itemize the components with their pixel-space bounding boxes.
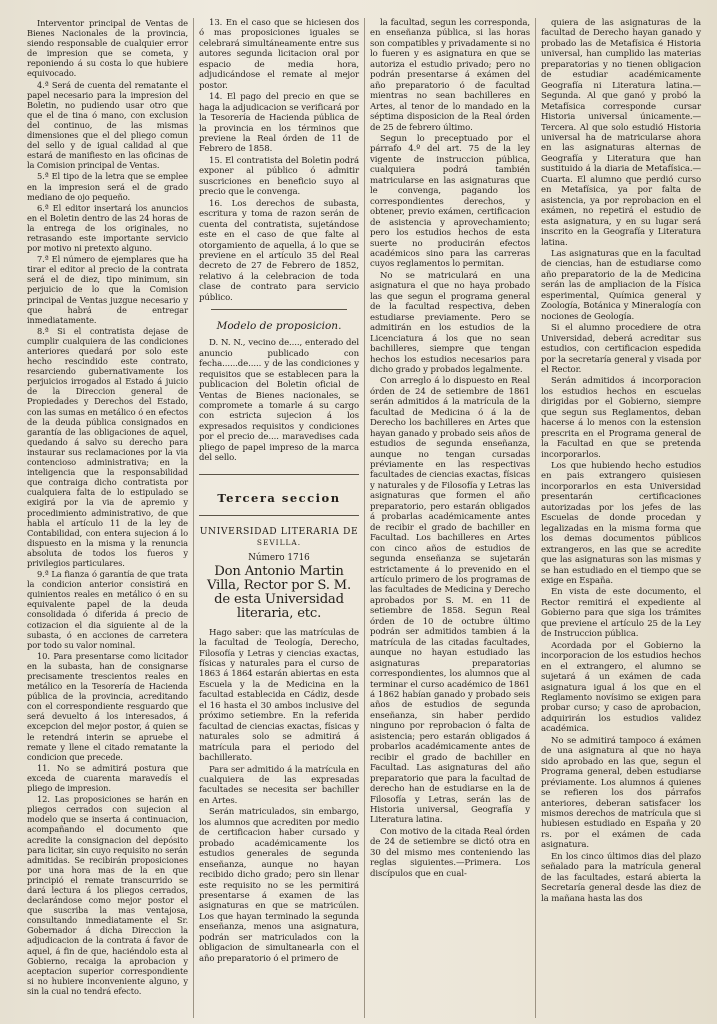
divider: [199, 474, 359, 475]
paragraph: 4.ª Será de cuenta del rematante el papel necesario para la impresion del Boletin, no pudiendo usar otro que que el de tina ó mano, con exclusion del continuo, de las mismas dimensiones que el del pliego comun del sello y de igual calidad al que estará de manifiesto en las oficinas de la Comision principal de Ventas.: [27, 79, 188, 171]
paragraph: 16. Los derechos de subasta, escritura y toma de razon serán de cuenta del contratista, sujetándose este en el caso de que falte al otorgamiento de aquella, á lo que se previene en el artículo 35 del Real decreto de 27 de Febrero de 1852, relativo á la celebracion de toda clase de contrato para servicio público.: [199, 198, 359, 303]
paragraph: Interventor principal de Ventas de Bienes Nacionales de la provincia, siendo responsable de cualquier error de impresion que se cometa, y reponiendo á su costa lo que hubiere equivocado.: [27, 18, 188, 79]
paragraph: 13. En el caso que se hiciesen dos ó mas proposiciones iguales se celebrará simultáneamente entre sus autores segunda licitacion oral por espacio de media hora, adjudicándose el remate al mejor postor.: [199, 18, 359, 91]
paragraph: No se matriculará en una asignatura el que no haya probado las que segun el programa general de la facultad respectiva, deben estudiarse previamente. Pero se admitirán en los estudios de la Licenciatura á los que no sean bachilleres, siempre que tengan hechos los estudios necesarios para dicho grado y probados legalmente.: [370, 270, 530, 375]
paragraph: En los cinco últimos dias del plazo señalado para la matrícula general de las facultades, estará abierta la Secretaría general desde las diez de la mañana hasta las dos: [541, 851, 701, 904]
paragraph: Serán admitidos á incorporacion los estudios hechos en escuelas dirigidas por el Gobierno, siempre que segun sus Reglamentos, deban hacerse á lo menos con la estension prescrita en el Programa general de la Facultad en que se pretenda incorporarlos.: [541, 376, 701, 460]
city-name: SEVILLA.: [256, 537, 302, 547]
paragraph: Hago saber: que las matrículas de la facultad de Teología, Derecho, Filosofía y Letras y ciencias exactas, físicas y naturales para el curso de 1863 á 1864 estarán abiertas en esta Escuela y la de Medicina en la facultad establecida en Cádiz, desde el 16 hasta el 30 ambos inclusive del próximo setiembre. En la referida facultad de ciencias exactas, físicas y naturales solo se admitirá á matrícula para el periodo del bachillerato.: [199, 627, 359, 764]
column-1: [22, 18, 193, 1018]
paragraph: la facultad, segun les corresponda, en enseñanza pública, si las horas son compatibles y privadamente si no lo fueren y es asignatura en que se autoriza el estudio privado; pero no podrán presentarse á exámen del año preparatorio ó de facultad mientras no sean bachilleres en Artes, al tenor de lo mandado en la séptima disposicion de la Real órden de 25 de febrero último.: [370, 18, 530, 133]
column-2: [193, 18, 364, 1018]
paragraph: 9.ª La fianza ó garantía de que trata la condicion anterior consistirá en quinientos reales en metálico ó en su equivalente papel de la deuda consolidada ó diferida á precio de cotizacion el dia siguiente al de la subasta, ó en acciones de carretera por todo su valor nominal.: [27, 569, 188, 650]
paragraph: Si el alumno procediere de otra Universidad, deberá acreditar sus estudios, con certificacion espedida por la secretaría general y visada por el Rector.: [541, 323, 701, 375]
paragraph: Las asignaturas que en la facultad de ciencias, han de estudiarse como año preparatorio de la de Medicina serán las de ampliacion de la Física esperimental, Química general y Zoología, Botánica y Mineralogía con nociones de Geología.: [541, 248, 701, 322]
paragraph: 10. Para presentarse como licitador en la subasta, han de consignarse precisamente trescientos reales en metálico en la Tesorería de Hacienda pública de la provincia, acreditando con el correspondiente resguardo que será devuelto á los interesados, á excepcion del mejor postor, á quien se le retendrá interin se apruebe el remate y llene el citado rematante la condicion que precede.: [27, 650, 188, 762]
column-4: [535, 18, 706, 1018]
paragraph: 14. El pago del precio en que se haga la adjudicacion se verificará por la Tesorería de Hacienda pública de la provincia en los términos que previene la Real órden de 11 de Febrero de 1858.: [199, 92, 359, 155]
announcement-body: [199, 628, 359, 965]
column-3: [364, 18, 535, 1018]
paragraph: 12. Las proposiciones se harán en pliegos cerrados con sujecion al modelo que se inserta á continuacion, acompañando el documento que acredite la consignacion del depósito para licitar, sin cuyo requisito no serán admitidas. Se recibirán proposiciones por una hora mas de la en que principió el remate transcurrido se dará lectura á los pliegos cerrados, declarándose como mejor postor el que suscriba la mas ventajosa, consultando inmediatamente el Sr. Gobernador á dicha Direccion la adjudicacion de la contrata á favor de aquel, á fin de que, haciéndolo esta al Gobierno, recaiga la aprobacion y aceptacion superior correspondiente si no hubiere inconveniente alguno, y sin la cual no tendrá efecto.: [27, 794, 188, 996]
paragraph: 11. No se admitirá postura que exceda de cuarenta maravedís el pliego de impresion.: [27, 762, 188, 794]
paragraph: En vista de este documento, el Rector remitirá el expediente al Gobierno para que siga los trámites que previene el artículo 25 de la Ley de Instruccion pública.: [541, 587, 701, 640]
divider: [211, 309, 347, 310]
divider: [199, 515, 359, 516]
university-title: UNIVERSIDAD LITERARIA DE: [199, 525, 359, 537]
paragraph: 8.ª Si el contratista dejase de cumplir cualquiera de las condiciones anteriores quedará por solo este hecho rescindido este contrato, resarciendo gubernativamente los perjuicios irrogados al Estado á juicio de la Direccion general de Propiedades y Derechos del Estado, con las sumas en metálico ó en efectos de la deuda pública consignados en garantía de las obligaciones de aquel, quedando á salvo su derecho para instaurar sus reclamaciones por la via contencioso administrativa; en la inteligencia que la responsabilidad que contraiga dicho contratista por cualquiera falta de lo estipulado se exigirá por la via de apremio y procedimiento administrativo, de que habla el artículo 11 de la ley de Contabilidad, con entera sujecion á lo dispuesto en la misma y la renuncia absoluta de todos los fueros y privilegios particulares.: [27, 325, 188, 568]
paragraph: Con motivo de la citada Real órden de 24 de setiembre se dictó otra en 30 del mismo mes conteniendo las reglas siguientes.—Primera. Los discípulos que en cual-: [370, 826, 530, 879]
paragraph: 7.ª El número de ejemplares que ha tirar el editor al precio de la contrata será el de diez, tipo minimum, sin perjuicio de lo que la Comision principal de Ventas juzgue necesario y que habrá de entregar inmediatamente.: [27, 254, 188, 325]
conditions-continued: [199, 18, 359, 303]
section-title: Tercera seccion: [217, 490, 341, 505]
paragraph: Con arreglo á lo dispuesto en Real órden de 24 de setiembre de 1861 serán admitidos á la matrícula de la facultad de Medicina ó á la de Derecho los bachilleres en Artes que hayan ganado y probado seis años de estudios de segunda enseñanza, aunque no tengan cursadas préviamente en las respectivas facultades de ciencias exactas, físicas y naturales y de Filosofía y Letras las asignaturas que formen el año preparatorio, pero estarán obligados á probarlas académicamente antes de recibir el grado de bachiller en Facultad. Los bachilleres en Artes con cinco años de estudios de segunda enseñanza se sujetarán estrictamente á lo prevenido en el artículo primero de los programas de las facultades de Medicina y Derecho aprobados por S. M. en 11 de setiembre de 1858. Segun Real órden de 10 de octubre último podrán ser admitidos tambien á la matrícula de las citadas facultades, aunque no hayan estudiado las asignaturas preparatorias correspondientes, los alumnos que al terminar el curso académico de 1861 á 1862 habían ganado y probado seis años de estudios de segunda enseñanza, sin haber perdido ninguno por reprobacion ó falta de asistencia; pero estarán obligados á probarlos académicamente antes de recibir el grado de bachiller en Facultad. Las asignaturas del año preparatorio que para la facultad de derecho han de estudiarse en la de Filosofía y Letras, serán las de Historia universal, Geografía y Literatura latina.: [370, 376, 530, 826]
rector-heading: Don Antonio Martin Villa, Rector por S. M. de esta Universidad literaria, etc.: [207, 563, 351, 621]
paragraph: 6.ª El editor insertará los anuncios en el Boletin dentro de las 24 horas de la entrega de los originales, no retrasando este importante servicio por motivo ni pretexto alguno.: [27, 202, 188, 254]
paragraph: Para ser admitido á la matrícula en cualquiera de las expresadas facultades se necesita ser bachiller en Artes.: [199, 764, 359, 806]
paragraph: Segun lo preceptuado por el párrafo 4.º del art. 75 de la ley vigente de instruccion pública, cualquiera podrá también matricularse en las asignaturas que le convenga, pagando los correspondientes derechos, y obtener, previo exámen, certificacion de asistencia y aprovechamiento; pero los estudios hechos de esta suerte no producirán efectos académicos sino para las carreras cuyos reglamentos lo permitan.: [370, 133, 530, 270]
model-title: Modelo de proposicion.: [216, 320, 342, 333]
paragraph: Los que hubiendo hecho estudios en pais extrangero quisiesen incorporarlos en esta Universidad presentarán certificaciones autorizadas por los jefes de las Escuelas de donde procedan y legalizadas en la misma forma que los demas documentos públicos extrangeros, en las que se acredite que las asignaturas son las mismas y se han estudiado en el tiempo que se exige en España.: [541, 461, 701, 587]
paragraph: No se admitirá tampoco á exámen de una asignatura al que no haya sido aprobado en las que, segun el Programa general, deben estudiarse préviamente. Los alumnos á quienes se refieren los dos párrafos anteriores, deberan satisfacer los mismos derechos de matrícula que si hubiesen estudiado en España y 20 rs. por el exámen de cada asignatura.: [541, 735, 701, 851]
paragraph: 15. El contratista del Boletin podrá exponer al público ó admitir suscriciones en beneficio suyo al precio que le convenga.: [199, 155, 359, 198]
columns: [22, 18, 707, 1018]
paragraph: Serán matriculados, sin embargo, los alumnos que acrediten por medio de certificacion haber cursado y probado académicamente los estudios generales de segunda enseñanza, aunque no hayan recibido dicho grado; pero sin llenar este requisito no se les permitirá presentarse á examen de las asignaturas en que se matricúlen. Los que hayan terminado la segunda enseñanza, menos una asignatura, podrán ser matriculados con la obligacion de simultanearla con el año preparatorio ó el primero de: [199, 807, 359, 964]
paragraph: quiera de las asignaturas de la facultad de Derecho hayan ganado y probado las de Metafísica é Historia universal, han cumplido las materias preparatorias y no tienen obligacion de estudiar académicamente Geografía ni Literatura latina.—Segunda. Al que ganó y probó la Metafísica corresponde cursar Historia universal únicamente.—Tercera. Al que solo estudió Historia universal ha de matricularse ahora en las asignaturas alternas de Geografía y Literatura que han sustituido á la diaria de Metafísica.—Cuarta. El alumno que perdió curso en Metafísica, ya por falta de asistencia, ya por reprobacion en el exámen, no repetirá el estudio de esta asignatura, y en su lugar será inscrito en la Geografía y Literatura latina.: [541, 18, 701, 248]
paragraph: Acordada por el Gobierno la incorporacion de los estudios hechos en el extrangero, el alumno se sujetará á un exámen de cada asignatura igual á los que en el Reglamento novísimo se exigen para probar curso; y caso de aprobacion, adquirirán los estudios validez académica.: [541, 640, 701, 735]
paragraph: 5.ª El tipo de la letra que se emplee en la impresion será el de grado mediano de ojo pequeño.: [27, 171, 188, 202]
announcement-number: Número 1716: [248, 552, 310, 563]
model-text: D. N. N., vecino de...., enterado del anuncio publicado con fecha......de..... y de las condiciones y requisitos que se establecen para la publicacion del Boletin oficial de Ventas de Bienes nacionales, se compromete a tomarle á su cargo con estricta sujecion á los expresados requisitos y condiciones por el precio de.... maravedises cada pliego de papel impreso de la marca del sello.: [199, 338, 359, 464]
